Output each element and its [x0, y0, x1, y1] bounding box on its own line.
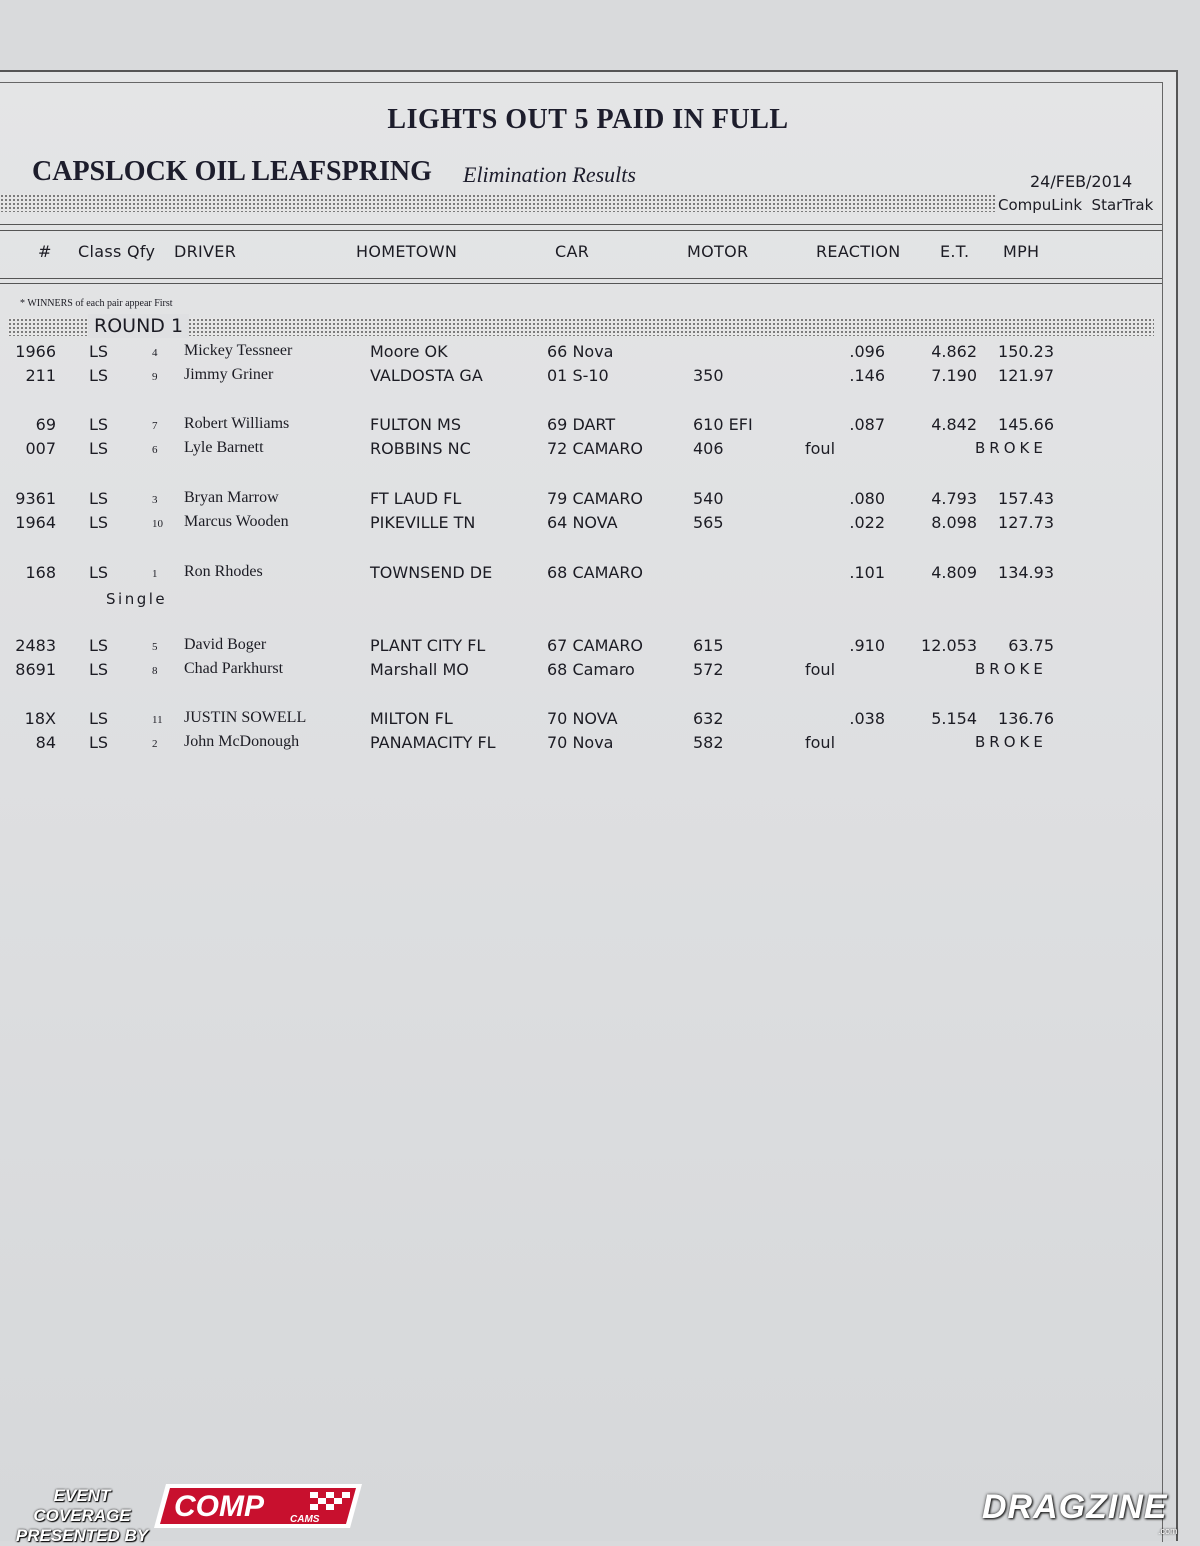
elapsed-time: 12.053: [921, 636, 977, 655]
table-row: [0, 439, 1162, 463]
class-cell: LS: [89, 563, 109, 582]
qualifying-position: 7: [152, 420, 158, 432]
table-row: [0, 415, 1162, 439]
motor: 632: [693, 709, 724, 728]
col-header-car: CAR: [555, 242, 590, 261]
class-cell: LS: [89, 415, 109, 434]
hometown: PLANT CITY FL: [370, 636, 486, 655]
table-row: [0, 563, 1162, 587]
header-rule: [0, 283, 1162, 284]
class-title: CAPSLOCK OIL LEAFSPRING: [32, 156, 432, 187]
driver-name: John McDonough: [184, 733, 300, 750]
col-header-et: E.T.: [940, 242, 970, 261]
car-number: 007: [25, 439, 56, 458]
reaction-time: .022: [849, 513, 885, 532]
col-header-mph: MPH: [1003, 242, 1040, 261]
header-rule: [0, 230, 1162, 231]
logo-text-cams: CAMS: [290, 1514, 320, 1525]
table-row: [0, 366, 1162, 390]
driver-name: Mickey Tessneer: [184, 342, 293, 359]
class-cell: LS: [89, 636, 109, 655]
car-model: 66 Nova: [547, 342, 614, 361]
qualifying-position: 6: [152, 444, 158, 456]
reaction-time: .087: [849, 415, 885, 434]
motor: 350: [693, 366, 724, 385]
car-number: 168: [25, 563, 56, 582]
qualifying-position: 9: [152, 371, 158, 383]
driver-name: Robert Williams: [184, 415, 290, 432]
hometown: VALDOSTA GA: [370, 366, 483, 385]
winners-note: * WINNERS of each pair appear First: [20, 298, 173, 309]
motor: 565: [693, 513, 724, 532]
col-header-driver: DRIVER: [174, 242, 237, 261]
class-cell: LS: [89, 489, 109, 508]
col-header-motor: MOTOR: [687, 242, 749, 261]
header-rule: [0, 224, 1162, 225]
table-row: [0, 489, 1162, 513]
speed-mph: 121.97: [998, 366, 1054, 385]
motor: 540: [693, 489, 724, 508]
driver-name: Marcus Wooden: [184, 513, 289, 530]
coverage-line-1: EVENT COVERAGE: [33, 1486, 131, 1525]
class-cell: LS: [89, 709, 109, 728]
results-sheet: [0, 70, 1178, 1541]
logo-text-comp: COMP: [174, 1490, 264, 1523]
elapsed-time: 8.098: [931, 513, 977, 532]
car-number: 69: [35, 415, 56, 434]
car-number: 84: [35, 733, 56, 752]
hometown: FULTON MS: [370, 415, 462, 434]
speed-mph: 127.73: [998, 513, 1054, 532]
qualifying-position: 3: [152, 494, 158, 506]
motor: 610 EFI: [693, 415, 753, 434]
car-model: 67 CAMARO: [547, 636, 644, 655]
qualifying-position: 10: [152, 518, 163, 530]
foul-flag: foul: [805, 439, 836, 458]
round-label: ROUND 1: [88, 314, 189, 338]
car-model: 01 S-10: [547, 366, 609, 385]
qualifying-position: 11: [152, 714, 163, 726]
coverage-line-2: PRESENTED BY: [15, 1526, 149, 1545]
results-subtitle: Elimination Results: [463, 162, 636, 187]
car-model: 79 CAMARO: [547, 489, 644, 508]
car-number: 9361: [15, 489, 56, 508]
table-row: [0, 660, 1162, 684]
table-row: [0, 342, 1162, 366]
car-model: 69 DART: [547, 415, 616, 434]
speed-mph: 150.23: [998, 342, 1054, 361]
speed-mph: 63.75: [1008, 636, 1054, 655]
speed-mph: 145.66: [998, 415, 1054, 434]
timing-system: CompuLink StarTrak: [998, 196, 1154, 214]
car-model: 70 Nova: [547, 733, 614, 752]
header-dot-band: [0, 194, 995, 212]
foul-flag: foul: [805, 660, 836, 679]
qualifying-position: 2: [152, 738, 158, 750]
reaction-time: .080: [849, 489, 885, 508]
single-label: Single: [106, 590, 168, 608]
motor: 572: [693, 660, 724, 679]
speed-mph: 157.43: [998, 489, 1054, 508]
class-cell: LS: [89, 439, 109, 458]
hometown: PIKEVILLE TN: [370, 513, 476, 532]
reaction-time: .910: [849, 636, 885, 655]
car-number: 2483: [15, 636, 56, 655]
elapsed-time: 4.842: [931, 415, 977, 434]
driver-name: JUSTIN SOWELL: [184, 709, 307, 726]
col-header-hometown: HOMETOWN: [356, 242, 458, 261]
table-row: [0, 733, 1162, 757]
col-header-qfy: Qfy: [127, 242, 156, 261]
reaction-time: .096: [849, 342, 885, 361]
dragzine-suffix: .com: [1158, 1526, 1178, 1536]
reaction-time: .146: [849, 366, 885, 385]
broke-flag: BROKE: [975, 439, 1047, 457]
col-header-reaction: REACTION: [816, 242, 901, 261]
car-model: 68 Camaro: [547, 660, 635, 679]
hometown: FT LAUD FL: [370, 489, 462, 508]
elapsed-time: 5.154: [931, 709, 977, 728]
driver-name: Chad Parkhurst: [184, 660, 284, 677]
foul-flag: foul: [805, 733, 836, 752]
hometown: TOWNSEND DE: [370, 563, 493, 582]
header-rule: [0, 278, 1162, 279]
hometown: MILTON FL: [370, 709, 453, 728]
car-model: 72 CAMARO: [547, 439, 644, 458]
hometown: Marshall MO: [370, 660, 469, 679]
reaction-time: .038: [849, 709, 885, 728]
car-model: 70 NOVA: [547, 709, 618, 728]
driver-name: David Boger: [184, 636, 267, 653]
table-row: [0, 513, 1162, 537]
broke-flag: BROKE: [975, 660, 1047, 678]
class-cell: LS: [89, 513, 109, 532]
class-cell: LS: [89, 733, 109, 752]
col-header-class: Class: [78, 242, 122, 261]
motor: 615: [693, 636, 724, 655]
event-date: 24/FEB/2014: [1030, 172, 1133, 191]
motor: 406: [693, 439, 724, 458]
car-model: 68 CAMARO: [547, 563, 644, 582]
reaction-time: .101: [849, 563, 885, 582]
car-model: 64 NOVA: [547, 513, 618, 532]
car-number: 1964: [15, 513, 56, 532]
elapsed-time: 7.190: [931, 366, 977, 385]
class-cell: LS: [89, 660, 109, 679]
car-number: 1966: [15, 342, 56, 361]
elapsed-time: 4.793: [931, 489, 977, 508]
hometown: PANAMACITY FL: [370, 733, 496, 752]
hometown: ROBBINS NC: [370, 439, 471, 458]
driver-name: Lyle Barnett: [184, 439, 264, 456]
elapsed-time: 4.809: [931, 563, 977, 582]
driver-name: Ron Rhodes: [184, 563, 263, 580]
qualifying-position: 4: [152, 347, 158, 359]
comp-cams-logo: [152, 1480, 364, 1532]
table-row: [0, 709, 1162, 733]
class-cell: LS: [89, 366, 109, 385]
table-row: [0, 636, 1162, 660]
car-number: 18X: [24, 709, 56, 728]
broke-flag: BROKE: [975, 733, 1047, 751]
driver-name: Bryan Marrow: [184, 489, 279, 506]
event-title: LIGHTS OUT 5 PAID IN FULL: [387, 104, 789, 135]
driver-name: Jimmy Griner: [184, 366, 274, 383]
speed-mph: 136.76: [998, 709, 1054, 728]
car-number: 8691: [15, 660, 56, 679]
col-header-num: #: [38, 242, 52, 261]
qualifying-position: 5: [152, 641, 158, 653]
qualifying-position: 1: [152, 568, 158, 580]
car-number: 211: [25, 366, 56, 385]
motor: 582: [693, 733, 724, 752]
qualifying-position: 8: [152, 665, 158, 677]
hometown: Moore OK: [370, 342, 448, 361]
sheet-border: [0, 82, 1163, 1542]
class-cell: LS: [89, 342, 109, 361]
elapsed-time: 4.862: [931, 342, 977, 361]
event-coverage-credit: [12, 1486, 152, 1546]
speed-mph: 134.93: [998, 563, 1054, 582]
dragzine-logo: DRAGZINE: [982, 1488, 1168, 1526]
